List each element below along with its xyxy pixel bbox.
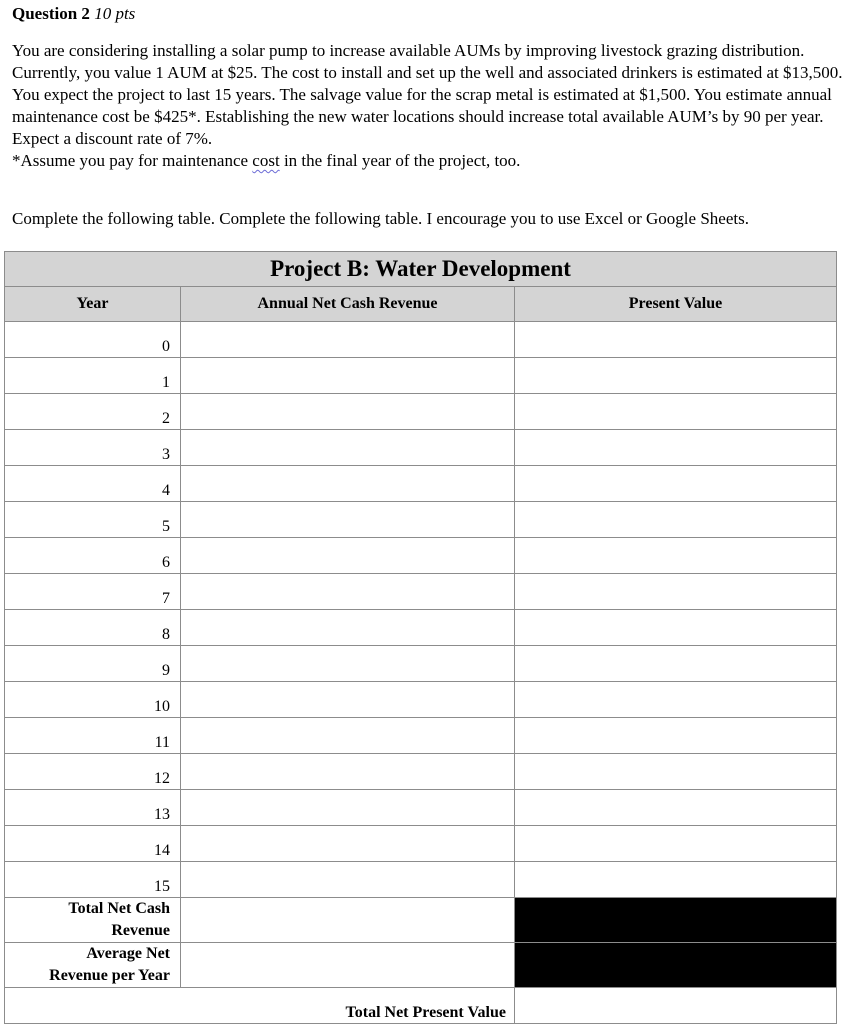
present-value-input-cell[interactable]	[515, 790, 837, 826]
year-cell: 3	[5, 430, 181, 466]
revenue-input-cell[interactable]	[181, 826, 515, 862]
present-value-input-cell[interactable]	[515, 394, 837, 430]
table-row	[5, 466, 837, 502]
present-value-input-cell[interactable]	[515, 754, 837, 790]
problem-text: You are considering installing a solar pump to increase available AUMs by improving livestock grazing distribution. Currently, you value 1 AUM at $25. The cost to install and set up the well and associated drinkers is estimated at $13,500. You expect the project to last 15 years. The salvage value for the scrap metal is estimated at $1,500. You estimate annual maintenance cost be $425*. Establishing the new water locations should increase total available AUM’s by 90 per year. Expect a discount rate of 7%.	[12, 41, 843, 148]
blacked-out-cell	[515, 943, 837, 988]
revenue-input-cell[interactable]	[181, 754, 515, 790]
revenue-input-cell[interactable]	[181, 538, 515, 574]
table-row	[5, 682, 837, 718]
revenue-input-cell[interactable]	[181, 718, 515, 754]
question-points: 10 pts	[94, 4, 136, 23]
year-cell: 5	[5, 502, 181, 538]
table-row	[5, 394, 837, 430]
present-value-input-cell[interactable]	[515, 466, 837, 502]
year-cell: 14	[5, 826, 181, 862]
year-cell: 15	[5, 862, 181, 898]
year-cell: 4	[5, 466, 181, 502]
year-cell: 11	[5, 718, 181, 754]
table-row	[5, 754, 837, 790]
year-cell: 0	[5, 322, 181, 358]
maintenance-note: *Assume you pay for maintenance cost in the final year of the project, too.	[12, 151, 521, 170]
question-header	[12, 4, 135, 24]
revenue-input-cell[interactable]	[181, 646, 515, 682]
header-revenue: Annual Net Cash Revenue	[181, 287, 515, 322]
year-cell: 8	[5, 610, 181, 646]
present-value-input-cell[interactable]	[515, 538, 837, 574]
table-row	[5, 322, 837, 358]
present-value-input-cell[interactable]	[515, 682, 837, 718]
average-net-revenue-input[interactable]	[181, 943, 515, 988]
revenue-input-cell[interactable]	[181, 790, 515, 826]
revenue-input-cell[interactable]	[181, 466, 515, 502]
table-row	[5, 430, 837, 466]
revenue-input-cell[interactable]	[181, 862, 515, 898]
year-cell: 12	[5, 754, 181, 790]
total-npv-label: Total Net Present Value	[5, 988, 515, 1024]
revenue-input-cell[interactable]	[181, 358, 515, 394]
total-npv-input[interactable]	[515, 988, 837, 1024]
header-present-value: Present Value	[515, 287, 837, 322]
revenue-input-cell[interactable]	[181, 430, 515, 466]
year-cell: 7	[5, 574, 181, 610]
table-row	[5, 862, 837, 898]
problem-statement	[12, 40, 847, 172]
table-row	[5, 718, 837, 754]
header-year: Year	[5, 287, 181, 322]
present-value-input-cell[interactable]	[515, 322, 837, 358]
present-value-input-cell[interactable]	[515, 430, 837, 466]
blacked-out-cell	[515, 898, 837, 943]
revenue-input-cell[interactable]	[181, 574, 515, 610]
present-value-input-cell[interactable]	[515, 862, 837, 898]
revenue-input-cell[interactable]	[181, 610, 515, 646]
table-row	[5, 502, 837, 538]
year-cell: 13	[5, 790, 181, 826]
year-cell: 10	[5, 682, 181, 718]
table-row	[5, 790, 837, 826]
present-value-input-cell[interactable]	[515, 826, 837, 862]
question-label: Question 2	[12, 4, 90, 23]
present-value-input-cell[interactable]	[515, 574, 837, 610]
table-row	[5, 826, 837, 862]
revenue-input-cell[interactable]	[181, 394, 515, 430]
year-cell: 9	[5, 646, 181, 682]
table-row	[5, 358, 837, 394]
project-table	[4, 251, 837, 1024]
present-value-input-cell[interactable]	[515, 718, 837, 754]
instruction-text: Complete the following table. Complete the following table. I encourage you to use Excel or Google Sheets.	[12, 209, 749, 228]
present-value-input-cell[interactable]	[515, 610, 837, 646]
average-net-revenue-label: Average Net Revenue per Year	[5, 943, 181, 988]
year-cell: 2	[5, 394, 181, 430]
revenue-input-cell[interactable]	[181, 502, 515, 538]
table-row	[5, 574, 837, 610]
spellcheck-word: cost	[252, 151, 280, 170]
table-title: Project B: Water Development	[5, 252, 837, 287]
total-net-cash-input[interactable]	[181, 898, 515, 943]
revenue-input-cell[interactable]	[181, 322, 515, 358]
table-row	[5, 538, 837, 574]
table-row	[5, 610, 837, 646]
present-value-input-cell[interactable]	[515, 502, 837, 538]
year-cell: 1	[5, 358, 181, 394]
present-value-input-cell[interactable]	[515, 646, 837, 682]
revenue-input-cell[interactable]	[181, 682, 515, 718]
table-row	[5, 646, 837, 682]
year-cell: 6	[5, 538, 181, 574]
present-value-input-cell[interactable]	[515, 358, 837, 394]
total-net-cash-label: Total Net Cash Revenue	[5, 898, 181, 943]
